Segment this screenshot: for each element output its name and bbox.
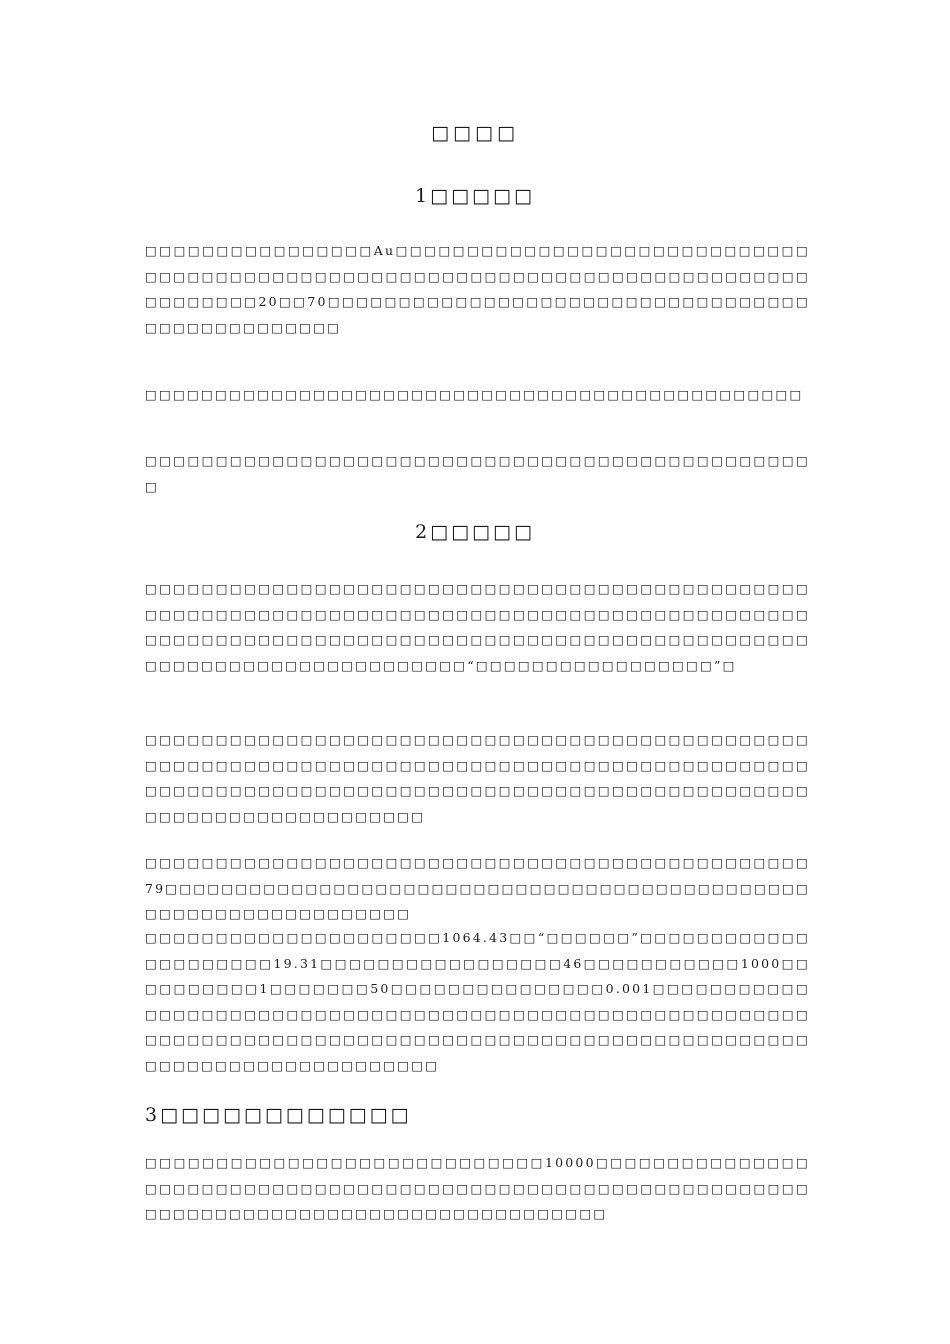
section-1-paragraph-3: □□□□□□□□□□□□□□□□□□□□□□□□□□□□□□□□□□□□□□□□□□□□□□□□ bbox=[145, 453, 810, 494]
section-2-paragraph-3: □□□□□□□□□□□□□□□□□□□□□□□□□□□□□□□□□□□□□□□□□□□□□□□79□□□□□□□□□□□□□□□□□□□□□□□□□□□□□□□□□□□□□□□□□□□□□□□□□□□□□□□□□□□□□□□□□ bbox=[145, 855, 810, 921]
section-3-heading: 3□□□□□□□□□□□□ bbox=[145, 1104, 412, 1126]
section-2-heading: 2□□□□□ bbox=[415, 521, 535, 543]
document-title: □□□□ bbox=[431, 122, 519, 144]
section-1-paragraph-1: □□□□□□□□□□□□□□□□Au□□□□□□□□□□□□□□□□□□□□□□□□□□□□□□□□□□□□□□□□□□□□□□□□□□□□□□□□□□□□□□□□□□□□□□□□□□□□□□□□□□□□20□□70□□□□□□□□□□□□□□□□□□□□□□□□□□□□□□□□□□□□□□□□□□□□□□□□ bbox=[145, 243, 810, 335]
section-2-paragraph-4: □□□□□□□□□□□□□□□□□□□□□1064.43□□“□□□□□□”□□□□□□□□□□□□□□□□□□□□□19.31□□□□□□□□□□□□□□□□□46□□□□□□□□□□□1000□□□□□□□□□□1□□□□□□□50□□□□□□□□□□□□□□□0.001□□□□□□□□□□□□□□□□□□□□□□□□□□□□□□□□□□□□□□□□□□□□□□□□□□□□□□□□□□□□□□□□□□□□□□□□□□□□□□□□□□□□□□□□□□□□□□□□□□□□□□□□□□□□□□□□□□□□□□□□□□□□□□ bbox=[145, 930, 810, 1073]
section-1-heading: 1□□□□□ bbox=[415, 185, 535, 207]
section-1-paragraph-2: □□□□□□□□□□□□□□□□□□□□□□□□□□□□□□□□□□□□□□□□□□□□□□□ bbox=[145, 387, 804, 402]
section-2-paragraph-1: □□□□□□□□□□□□□□□□□□□□□□□□□□□□□□□□□□□□□□□□□□□□□□□□□□□□□□□□□□□□□□□□□□□□□□□□□□□□□□□□□□□□□□□□□□□□□□□□□□□□□□□□□□□□□□□□□□□□□□□□□□□□□□□□□□□□□□□□□□□□□□□□□□□□□□□□□□□□□□□□□□□□“□□□□□□□□□□□□□□□□□”□ bbox=[145, 581, 810, 673]
section-3-paragraph-1: □□□□□□□□□□□□□□□□□□□□□□□□□□□□10000□□□□□□□□□□□□□□□□□□□□□□□□□□□□□□□□□□□□□□□□□□□□□□□□□□□□□□□□□□□□□□□□□□□□□□□□□□□□□□□□□□□□□□□□□□□□□□□ bbox=[145, 1155, 810, 1221]
section-2-paragraph-2: □□□□□□□□□□□□□□□□□□□□□□□□□□□□□□□□□□□□□□□□□□□□□□□□□□□□□□□□□□□□□□□□□□□□□□□□□□□□□□□□□□□□□□□□□□□□□□□□□□□□□□□□□□□□□□□□□□□□□□□□□□□□□□□□□□□□□□□□□□□□□□□□□□□□□□□□□□□□□□□□□ bbox=[145, 732, 810, 824]
